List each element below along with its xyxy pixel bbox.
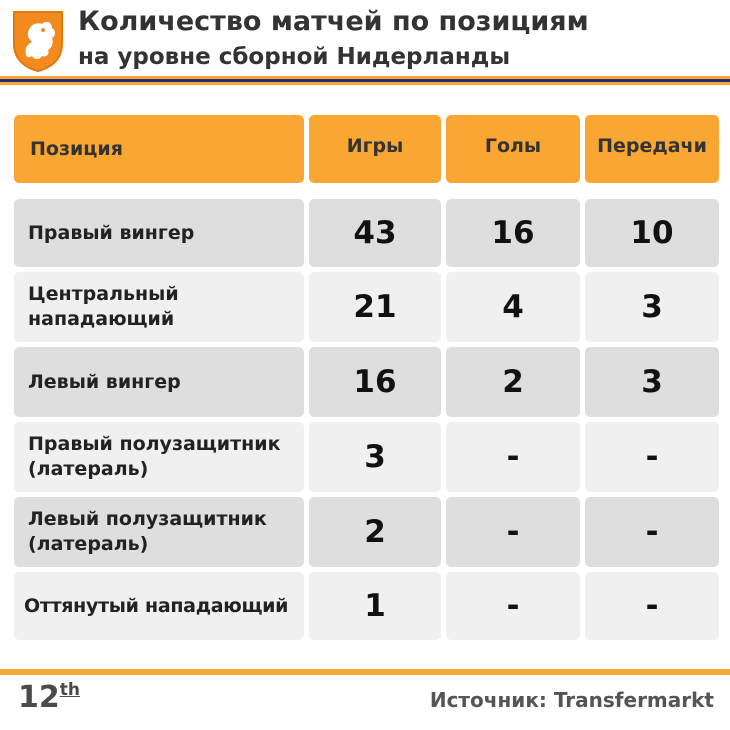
table-cell-goals: -	[446, 497, 580, 567]
position-label: Правый полузащитник (латераль)	[28, 433, 281, 480]
brand-suffix: th	[59, 680, 80, 700]
brand-logo	[18, 680, 80, 715]
table-row-position	[14, 272, 304, 342]
table-cell-goals: -	[446, 422, 580, 492]
table-row-position	[14, 572, 304, 640]
table-row-position	[14, 497, 304, 567]
table-row-position: Правый вингер	[14, 199, 304, 267]
column-header-assists	[585, 115, 719, 183]
table-cell-games: 21	[309, 272, 441, 342]
column-header-goals	[446, 115, 580, 183]
column-header-label: Голы	[484, 135, 542, 157]
page-subtitle: на уровне сборной Нидерланды	[78, 44, 511, 70]
header	[0, 0, 730, 92]
table-cell-games: 43	[309, 199, 441, 267]
table-cell-goals: 2	[446, 347, 580, 417]
source-note: Источник: Transfermarkt	[429, 688, 714, 712]
table-cell-assists: 3	[585, 347, 719, 417]
header-stripes	[0, 76, 730, 85]
table-row-position: Левый вингер	[14, 347, 304, 417]
position-label: Левый полузащитник (латераль)	[28, 508, 267, 555]
stripe-bottom	[0, 82, 730, 85]
table-cell-assists: -	[585, 422, 719, 492]
table-cell-goals: 4	[446, 272, 580, 342]
table-row-position	[14, 422, 304, 492]
table-cell-assists: -	[585, 497, 719, 567]
table-cell-assists: 3	[585, 272, 719, 342]
table-cell-goals: 16	[446, 199, 580, 267]
table-cell-games: 3	[309, 422, 441, 492]
brand-number: 12	[18, 680, 60, 715]
table-cell-games: 16	[309, 347, 441, 417]
column-header-label: Игры	[346, 135, 404, 157]
column-header-label: Передачи	[597, 135, 707, 157]
table-cell-games: 1	[309, 572, 441, 640]
position-label: Оттянутый нападающий	[24, 594, 289, 617]
column-header-label: Позиция	[30, 138, 123, 160]
position-label: Центральный нападающий	[28, 283, 179, 330]
page-title: Количество матчей по позициям	[78, 6, 589, 37]
table-cell-assists: 10	[585, 199, 719, 267]
column-header-position	[14, 115, 304, 183]
table-cell-games: 2	[309, 497, 441, 567]
table-cell-assists: -	[585, 572, 719, 640]
footer-divider	[0, 669, 730, 675]
column-header-games	[309, 115, 441, 183]
lion-crest-icon	[10, 8, 66, 72]
table-cell-goals: -	[446, 572, 580, 640]
